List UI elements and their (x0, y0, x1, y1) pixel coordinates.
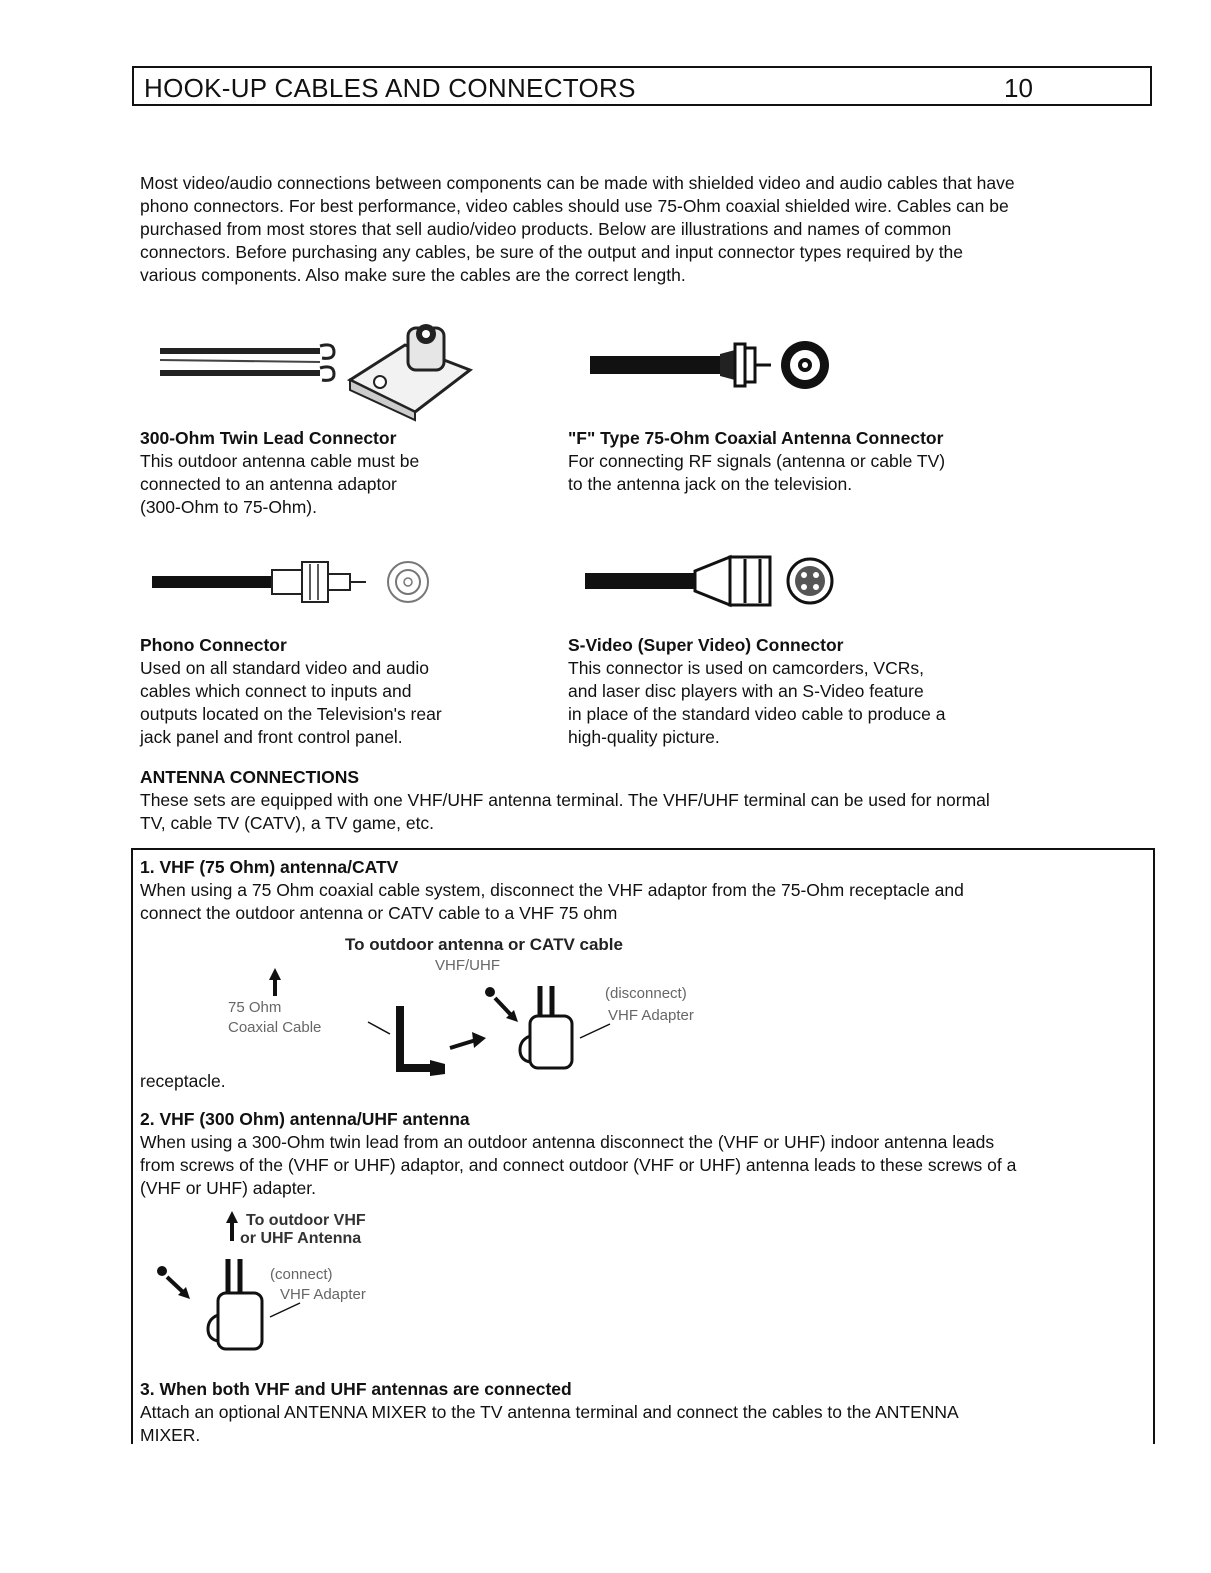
twin-lead-line: connected to an antenna adaptor (140, 474, 397, 494)
svideo-line: This connector is used on camcorders, VCRs, (568, 658, 924, 678)
step1-line: connect the outdoor antenna or CATV cable to a VHF 75 ohm (140, 903, 618, 923)
f-type-line: For connecting RF signals (antenna or cable TV) (568, 451, 946, 471)
phono-connector-illustration (140, 540, 460, 620)
phono-line: Used on all standard video and audio (140, 658, 429, 678)
step1-vhf-diagram (228, 928, 730, 1078)
coaxial-cable-label: Coaxial Cable (228, 1019, 322, 1036)
svideo-line: high-quality picture. (568, 727, 720, 747)
step1-title: 1. VHF (75 Ohm) antenna/CATV (140, 857, 399, 877)
intro-line: Most video/audio connections between components can be made with shielded video and audio cables that have (140, 173, 1015, 193)
intro-line: phono connectors. For best performance, video cables should use 75-Ohm coaxial shielded wire. Cables can be (140, 196, 1009, 216)
75-ohm-label: 75 Ohm (228, 999, 282, 1016)
intro-line: connectors. Before purchasing any cables, be sure of the output and input connector types required by the (140, 242, 964, 262)
page-title: HOOK-UP CABLES AND CONNECTORS (144, 73, 636, 103)
svideo-title: S-Video (Super Video) Connector (568, 635, 844, 655)
phono-title: Phono Connector (140, 635, 287, 655)
phono-line: cables which connect to inputs and (140, 681, 412, 701)
step2-vhf-adapter-label: VHF Adapter (280, 1286, 366, 1303)
step2-line: (VHF or UHF) adapter. (140, 1178, 317, 1198)
step2-line: from screws of the (VHF or UHF) adaptor, and connect outdoor (VHF or UHF) antenna leads to these screws of a (140, 1155, 1017, 1175)
phono-caption (140, 634, 442, 749)
step3-line: Attach an optional ANTENNA MIXER to the TV antenna terminal and connect the cables to the ANTENNA (140, 1402, 959, 1422)
intro-paragraph (140, 172, 1015, 287)
phono-line: outputs located on the Television's rear (140, 704, 442, 724)
step3-line: MIXER. (140, 1425, 201, 1445)
to-outdoor-vhf-label: To outdoor VHF (246, 1212, 366, 1229)
step1-section (140, 856, 964, 925)
to-outdoor-antenna-label: To outdoor antenna or CATV cable (345, 935, 623, 954)
svideo-line: in place of the standard video cable to produce a (568, 704, 946, 724)
svideo-line: and laser disc players with an S-Video feature (568, 681, 924, 701)
step2-section (140, 1108, 1016, 1200)
disconnect-label: (disconnect) (605, 985, 687, 1002)
step1-tail-text: receptacle. (140, 1071, 226, 1091)
page-number: 10 (1004, 73, 1033, 103)
step3-section (140, 1378, 959, 1447)
f-type-connector-illustration (585, 318, 855, 408)
connect-label: (connect) (270, 1266, 333, 1283)
svideo-caption (568, 634, 945, 749)
step2-line: When using a 300-Ohm twin lead from an outdoor antenna disconnect the (VHF or UHF) indoor antenna leads (140, 1132, 995, 1152)
antenna-line: TV, cable TV (CATV), a TV game, etc. (140, 813, 435, 833)
step2-vhf-diagram (140, 1205, 425, 1365)
f-type-title: "F" Type 75-Ohm Coaxial Antenna Connector (568, 428, 944, 448)
vhf-adapter-label: VHF Adapter (608, 1007, 694, 1024)
twin-lead-line: (300-Ohm to 75-Ohm). (140, 497, 317, 517)
vhf-uhf-label: VHF/UHF (435, 957, 500, 974)
intro-line: various components. Also make sure the cables are the correct length. (140, 265, 686, 285)
step1-tail (140, 1070, 226, 1093)
step1-line: When using a 75 Ohm coaxial cable system, disconnect the VHF adaptor from the 75-Ohm receptacle and (140, 880, 964, 900)
step2-title: 2. VHF (300 Ohm) antenna/UHF antenna (140, 1109, 470, 1129)
antenna-line: These sets are equipped with one VHF/UHF antenna terminal. The VHF/UHF terminal can be used for normal (140, 790, 990, 810)
intro-line: purchased from most stores that sell audio/video products. Below are illustrations and names of common (140, 219, 952, 239)
phono-line: jack panel and front control panel. (140, 727, 403, 747)
f-type-line: to the antenna jack on the television. (568, 474, 853, 494)
twin-lead-title: 300-Ohm Twin Lead Connector (140, 428, 397, 448)
page-header (132, 66, 1152, 106)
antenna-heading: ANTENNA CONNECTIONS (140, 767, 360, 787)
twin-lead-line: This outdoor antenna cable must be (140, 451, 420, 471)
antenna-connections-section (140, 766, 990, 835)
or-uhf-antenna-label: or UHF Antenna (240, 1230, 362, 1247)
step3-title: 3. When both VHF and UHF antennas are connected (140, 1379, 572, 1399)
svideo-connector-illustration (580, 535, 860, 625)
twin-lead-caption (140, 427, 419, 519)
twin-lead-connector-illustration (140, 300, 485, 420)
f-type-caption (568, 427, 945, 496)
